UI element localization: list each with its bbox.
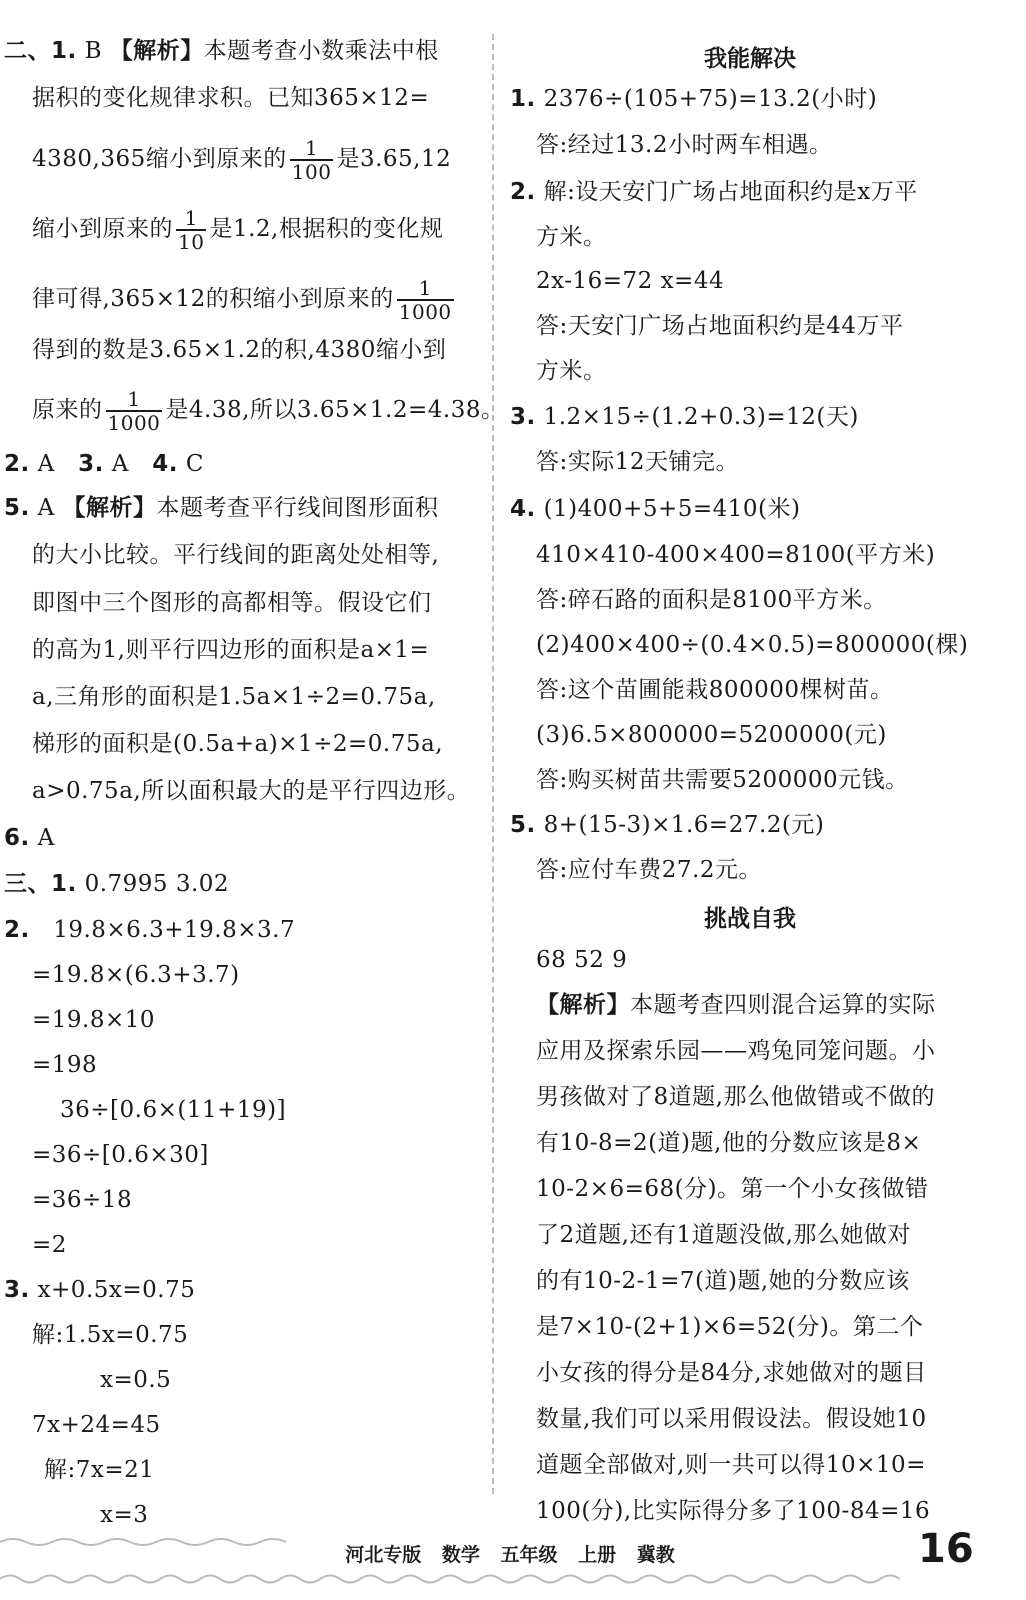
question-marker: 5. [4,495,30,521]
text-segment: 原来的 [32,397,103,423]
answer-values: 0.7995 3.02 [84,871,230,897]
fraction-denominator: 100 [291,160,332,184]
page-footer [0,1500,1026,1600]
text-segment: 4380,365缩小到原来的 [32,146,287,172]
equation-step: x=3 [100,1502,149,1528]
s2-q1-line2: 据积的变化规律求积。已知365×12= [32,85,430,111]
answer-sentence: 答:经过13.2小时两车相遇。 [536,132,833,158]
fraction-numerator: 1 [127,387,141,411]
text-segment: 缩小到原来的 [32,216,173,242]
analysis-text: 了2道题,还有1道题没做,那么她做对 [536,1222,911,1248]
math-expression: 8+(15-3)×1.6=27.2(元) [543,812,825,838]
r-q5-line1 [510,810,824,840]
text-segment: 是1.2,根据积的变化规 [209,216,444,242]
equation: x+0.5x=0.75 [37,1277,196,1303]
equation-step: 解:1.5x=0.75 [32,1322,189,1348]
analysis-text: 道题全部做对,则一共可以得10×10= [536,1452,926,1478]
s2-q1-line1 [4,36,439,66]
analysis-text: 小女孩的得分是84分,求她做对的题目 [536,1360,927,1386]
math-expression: 410×410-400×400=8100(平方米) [536,542,936,568]
analysis-text: 本题考查平行线间图形面积 [156,495,439,521]
analysis-text: 数量,我们可以采用假设法。假设她10 [536,1406,927,1432]
solution-text: 解:设天安门广场占地面积约是x万平 [543,179,918,205]
analysis-label: 【解析】 [536,992,630,1018]
question-marker: 二、1. [4,38,77,64]
analysis-text: 有10-8=2(道)题,他的分数应该是8× [536,1130,922,1156]
s2-q5-line5: a,三角形的面积是1.5a×1÷2=0.75a, [32,684,436,710]
s2-q5-line6: 梯形的面积是(0.5a+a)×1÷2=0.75a, [32,731,444,757]
math-step: =19.8×10 [32,1007,156,1033]
fraction-numerator: 1 [418,276,432,300]
answer-choice: A [37,825,55,851]
question-marker: 1. [510,86,536,112]
answer-choice: A [37,451,55,477]
analysis-text: 100(分),比实际得分多了100-84=16 [536,1498,931,1524]
question-marker: 3. [78,451,104,477]
math-expression: (1)400+5+5=410(米) [543,496,801,522]
s2-q1-line5 [32,277,457,323]
math-step: =2 [32,1232,67,1258]
fraction [106,388,163,434]
fraction-numerator: 1 [304,136,319,160]
answer-sentence: 方米。 [536,358,607,384]
answer-sentence: 答:应付车费27.2元。 [536,857,762,883]
answer-choice: C [185,451,204,477]
analysis-label: 【解析】 [62,495,157,521]
footer-text: 河北专版 数学 五年级 上册 冀教 [345,1544,675,1566]
analysis-text: 10-2×6=68(分)。第一个小女孩做错 [536,1176,929,1202]
analysis-text: 是7×10-(2+1)×6=52(分)。第二个 [536,1314,924,1340]
text-segment: 是3.65,12 [336,146,452,172]
solution-text: 方米。 [536,224,607,250]
r-q3-line1 [510,402,859,432]
equation: 7x+24=45 [32,1412,161,1438]
answer-choice: A [111,451,129,477]
fraction-denominator: 1000 [398,300,452,324]
equation-step: x=0.5 [100,1367,172,1393]
math-expression: 36÷[0.6×(11+19)] [60,1097,287,1123]
answer-sentence: 答:天安门广场占地面积约是44万平 [536,313,904,339]
question-marker: 2. [4,451,30,477]
answer-sentence: 答:碎石路的面积是8100平方米。 [536,587,887,613]
math-expression: (2)400×400÷(0.4×0.5)=800000(棵) [536,632,969,658]
s2-q5-line1 [4,493,439,523]
s2-q2-q4-line [4,449,204,479]
question-marker: 5. [510,812,536,838]
answer-sentence: 答:购买树苗共需要5200000元钱。 [536,767,909,793]
heading-solve: 我能解决 [704,46,796,72]
s2-q1-line7 [32,388,504,434]
s3-q1-line [4,869,229,899]
question-marker: 6. [4,825,30,851]
fraction-denominator: 1000 [107,411,161,435]
s2-q5-line2: 的大小比较。平行线间的距离处处相等, [32,542,440,568]
math-expression: 1.2×15÷(1.2+0.3)=12(天) [543,404,859,430]
fraction-numerator: 1 [184,206,198,230]
question-marker: 4. [510,496,536,522]
challenge-line1 [536,990,936,1020]
math-step: =198 [32,1052,98,1078]
question-marker: 3. [4,1277,30,1303]
s2-q5-line7: a>0.75a,所以面积最大的是平行四边形。 [32,778,471,804]
equation-step: 解:7x=21 [44,1457,155,1483]
s2-q5-line3: 即图中三个图形的高都相等。假设它们 [32,590,432,616]
s3-q2-line1 [4,915,295,945]
s2-q6-line [4,823,55,853]
s2-q1-line3 [32,137,451,183]
s2-q5-line4: 的高为1,则平行四边形的面积是a×1= [32,637,430,663]
math-step: =36÷18 [32,1187,133,1213]
page-number: 16 [918,1526,974,1572]
answer-sentence: 答:这个苗圃能栽800000棵树苗。 [536,677,894,703]
math-expression: (3)6.5×800000=5200000(元) [536,722,887,748]
answer-choice: B [84,38,102,64]
question-marker: 三、1. [4,871,77,897]
math-step: =19.8×(6.3+3.7) [32,962,240,988]
fraction [176,207,206,253]
text-segment: 律可得,365×12的积缩小到原来的 [32,286,394,312]
s2-q1-line6: 得到的数是3.65×1.2的积,4380缩小到 [32,337,447,363]
question-marker: 2. [4,917,30,943]
challenge-answer: 68 52 9 [536,947,628,973]
answer-choice: A [37,495,55,521]
question-marker: 2. [510,179,536,205]
equation: 2x-16=72 x=44 [536,268,725,294]
r-q2-line1 [510,177,918,207]
analysis-text: 应用及探索乐园——鸡兔同笼问题。小 [536,1038,936,1064]
fraction [397,277,454,323]
analysis-text: 本题考查四则混合运算的实际 [630,992,936,1018]
math-step: =36÷[0.6×30] [32,1142,209,1168]
fraction-denominator: 10 [178,230,205,254]
s2-q1-line4 [32,207,443,253]
analysis-text: 本题考查小数乘法中根 [203,38,439,64]
analysis-label: 【解析】 [109,38,204,64]
heading-challenge: 挑战自我 [704,906,796,932]
r-q1-line1 [510,84,877,114]
analysis-text: 的有10-2-1=7(道)题,她的分数应该 [536,1268,910,1294]
analysis-text: 男孩做对了8道题,那么他做错或不做的 [536,1084,935,1110]
s3-q3-line1 [4,1275,195,1305]
r-q4-line1 [510,494,800,524]
decorative-wave [0,1572,1026,1586]
fraction [290,137,334,183]
question-marker: 4. [152,451,178,477]
column-divider [492,34,494,1494]
question-marker: 3. [510,404,536,430]
math-expression: 19.8×6.3+19.8×3.7 [53,917,296,943]
answer-sentence: 答:实际12天铺完。 [536,449,740,475]
text-segment: 是4.38,所以3.65×1.2=4.38。 [165,397,505,423]
math-expression: 2376÷(105+75)=13.2(小时) [543,86,878,112]
